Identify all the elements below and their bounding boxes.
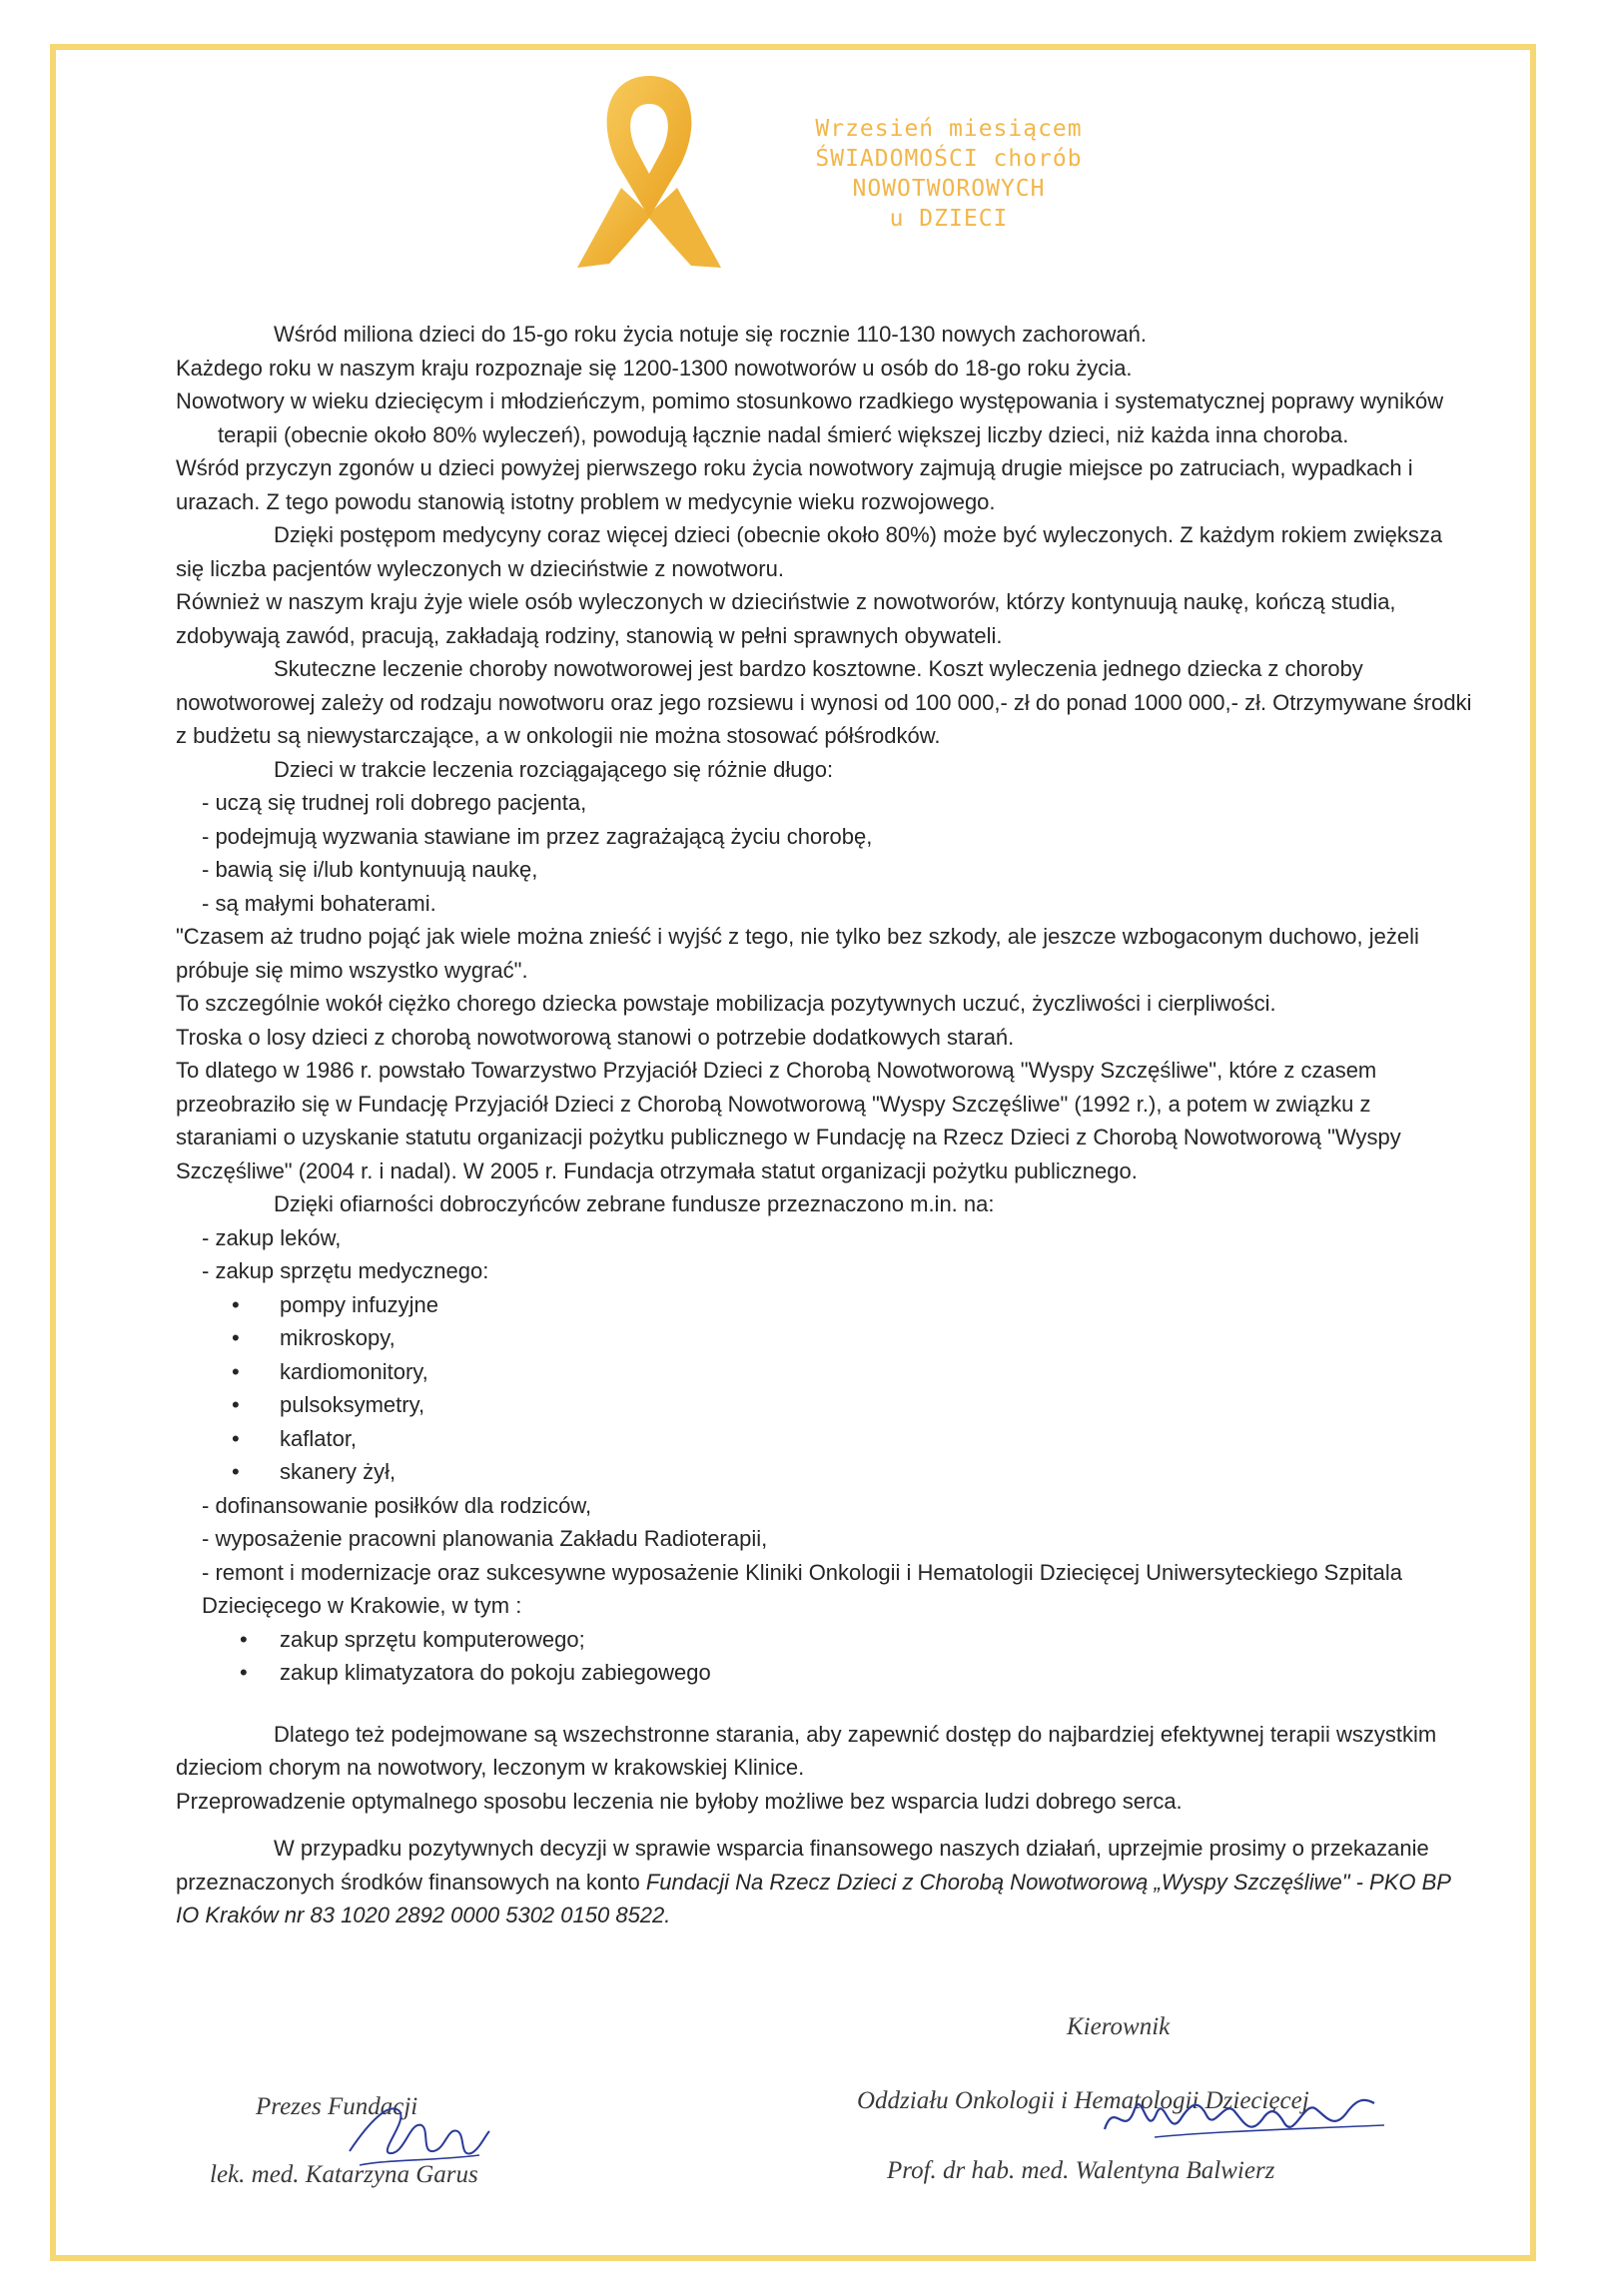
paragraph-quote: "Czasem aż trudno pojąć jak wiele można znieść i wyjść z tego, nie tylko bez szkody, ale jeszcze wzbogaconym duchowo, jeżeli próbuje się mimo wszystko wygrać". [176, 924, 1419, 983]
paragraph-support: Przeprowadzenie optymalnego sposobu leczenia nie byłoby możliwe bez wsparcia ludzi dobrego serca. [176, 1788, 1183, 1814]
paragraph-foundation-history: To dlatego w 1986 r. powstało Towarzystwo Przyjaciół Dzieci z Chorobą Nowotworową "Wyspy Szczęśliwe", które z czasem przeobraziło się w Fundację Przyjaciół Dzieci z Chorobą Nowotworową "Wyspy Szczęśliwe" (1992 r.), a potem w związku z staraniami o uzyskanie statutu organizacji pożytku publicznego w Fundację na Rzecz Dzieci z Chorobą Nowotworową "Wyspy Szczęśliwe" (2004 r. i nadal). W 2005 r. Fundacja otrzymała statut organizacji pożytku publicznego. [176, 1058, 1401, 1183]
handwritten-signature-left [330, 2081, 499, 2191]
bank-account-details: Fundacji Na Rzecz Dzieci z Chorobą Nowotworową „Wyspy Szczęśliwe" - PKO BP IO Kraków nr 83 1020 2892 0000 5302 0150 8522. [176, 1869, 1451, 1927]
paragraph-mobilization: To szczególnie wokół ciężko chorego dziecka powstaje mobilizacja pozytywnych uczuć, życzliwości i cierpliwości. [176, 991, 1276, 1016]
paragraph-donation-request [176, 1832, 1474, 1932]
list-item: - podejmują wyzwania stawiane im przez zagrażającą życiu chorobę, [202, 823, 873, 849]
paragraph-funds-intro: Dzięki ofiarności dobroczyńców zebrane fundusze przeznaczono m.in. na: [274, 1191, 995, 1216]
paragraph-efforts: Dlatego też podejmowane są wszechstronne starania, aby zapewnić dostęp do najbardziej efektywnej terapii wszystkim dzieciom chorym na nowotwory, leczonym w krakowskiej Klinice. [176, 1721, 1437, 1780]
list-item: - uczą się trudnej roli dobrego pacjenta, [202, 790, 587, 815]
equipment-label: mikroskopy, [280, 1325, 396, 1350]
signatory-left-title: Prezes Fundacji [256, 2093, 418, 2120]
equipment-label: pulsoksymetry, [280, 1392, 425, 1417]
paragraph-statistics: Wśród miliona dzieci do 15-go roku życia notuje się rocznie 110-130 nowych zachorowań. [274, 322, 1147, 347]
clinic-label: zakup klimatyzatora do pokoju zabiegowego [280, 1660, 711, 1685]
equipment-item [176, 1288, 1474, 1322]
header-line-2: ŚWIADOMOŚCI chorób [815, 146, 1083, 172]
list-item: - bawią się i/lub kontynuują naukę, [202, 857, 538, 882]
signatory-right-title: Kierownik [1067, 2013, 1171, 2040]
header-line-4: u DZIECI [889, 206, 1009, 232]
list-item: - zakup leków, [202, 1224, 342, 1250]
donation-request-text: W przypadku pozytywnych decyzji w sprawie wsparcia finansowego naszych działań, uprzejmie prosimy o przekazanie przeznaczonych środków finansowych na konto [176, 1836, 1429, 1895]
equipment-item [176, 1388, 1474, 1422]
equipment-label: kardiomonitory, [280, 1358, 428, 1384]
list-item: - remont i modernizacje oraz sukcesywne wyposażenie Kliniki Onkologii i Hematologii Dziecięcej Uniwersyteckiego Szpitala Dziecięcego w Krakowie, w tym : [202, 1559, 1402, 1618]
clinic-item [176, 1656, 1474, 1690]
paragraph-children-intro: Dzieci w trakcie leczenia rozciągającego się różnie długo: [274, 756, 834, 782]
equipment-item [176, 1455, 1474, 1489]
list-item: - dofinansowanie posiłków dla rodziców, [202, 1492, 592, 1518]
paragraph-yearly-cases: Każdego roku w naszym kraju rozpoznaje się 1200-1300 nowotworów u osób do 18-go roku życia. [176, 355, 1133, 381]
awareness-ribbon-logo [569, 68, 729, 278]
signatory-right-department: Oddziału Onkologii i Hematologii Dziecięcej [857, 2087, 1309, 2114]
list-item: - są małymi bohaterami. [202, 890, 436, 916]
letter-body [176, 318, 1474, 1932]
header-line-1: Wrzesień miesiącem [815, 116, 1083, 142]
equipment-label: skanery żył, [280, 1459, 397, 1484]
paragraph-costs: Skuteczne leczenie choroby nowotworowej jest bardzo kosztowne. Koszt wyleczenia jednego dziecka z choroby nowotworowej zależy od rodzaju nowotworu oraz jego rozsiewu i wynosi od 100 000,- zł do ponad 1000 000,- zł. Otrzymywane środki z budżetu są niewystarczające, a w onkologii nie można stosować półśrodków. [176, 656, 1472, 748]
paragraph-survivors: Również w naszym kraju żyje wiele osób wyleczonych w dzieciństwie z nowotworów, którzy kontynuują naukę, kończą studia, zdobywają zawód, pracują, zakładają rodziny, stanowią w pełni sprawnych obywateli. [176, 589, 1396, 648]
clinic-label: zakup sprzętu komputerowego; [280, 1626, 585, 1652]
signatory-right-name: Prof. dr hab. med. Walentyna Balwierz [887, 2157, 1275, 2184]
equipment-label: kaflator, [280, 1425, 358, 1451]
equipment-item [176, 1321, 1474, 1355]
equipment-item [176, 1422, 1474, 1456]
signatory-left-name: lek. med. Katarzyna Garus [210, 2161, 478, 2188]
equipment-label: pompy infuzyjne [280, 1291, 438, 1317]
paragraph-mortality: Nowotwory w wieku dziecięcym i młodzieńczym, pomimo stosunkowo rzadkiego występowania i systematycznej poprawy wyników terapii (obecnie około 80% wyleczeń), powodują łącznie nadal śmierć większej liczby dzieci, niż każda inna choroba. [176, 388, 1444, 447]
header-line-3: NOWOTWOROWYCH [852, 176, 1046, 202]
paragraph-progress: Dzięki postępom medycyny coraz więcej dzieci (obecnie około 80%) może być wyleczonych. Z każdym rokiem zwiększa się liczba pacjentów wyleczonych w dzieciństwie z nowotworu. [176, 522, 1443, 581]
equipment-item [176, 1355, 1474, 1389]
list-item: - zakup sprzętu medycznego: [202, 1258, 489, 1283]
handwritten-signature-right [1095, 2079, 1394, 2159]
paragraph-causes: Wśród przyczyn zgonów u dzieci powyżej pierwszego roku życia nowotwory zajmują drugie miejsce po zatruciach, wypadkach i urazach. Z tego powodu stanowią istotny problem w medycynie wieku rozwojowego. [176, 455, 1413, 514]
campaign-header [719, 114, 1179, 234]
paragraph-care: Troska o losy dzieci z chorobą nowotworową stanowi o potrzebie dodatkowych starań. [176, 1024, 1015, 1050]
list-item: - wyposażenie pracowni planowania Zakładu Radioterapii, [202, 1526, 768, 1551]
clinic-item [176, 1623, 1474, 1657]
